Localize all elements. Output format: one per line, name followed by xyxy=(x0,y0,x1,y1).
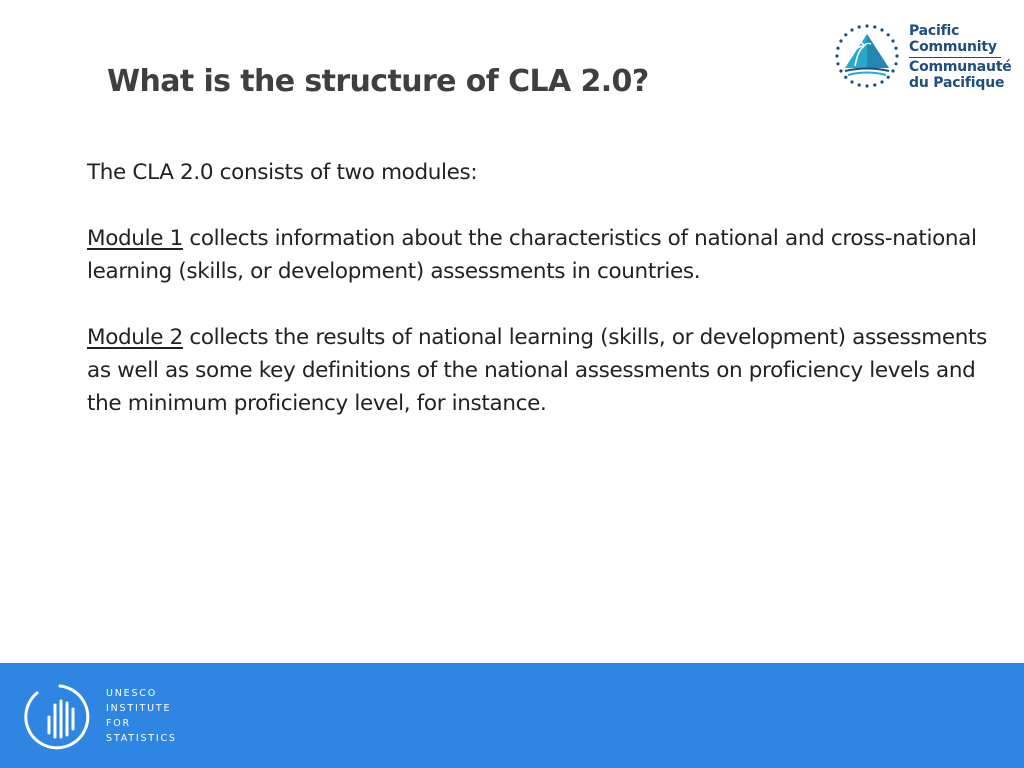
module-2-paragraph xyxy=(87,321,1012,420)
uis-text-unesco: UNESCO xyxy=(106,688,158,699)
module-1-description: collects information about the characteristics of national and cross-national learning (skills, or development) assessments in countries. xyxy=(87,226,977,284)
uis-text-for: FOR xyxy=(106,718,131,729)
module-1-link[interactable]: Module 1 xyxy=(87,226,183,251)
logo-text-pacific: Pacific xyxy=(909,23,960,39)
intro-paragraph: The CLA 2.0 consists of two modules: xyxy=(87,160,478,185)
uis-hand-icon xyxy=(20,681,92,753)
pacific-community-wordmark xyxy=(909,23,1012,91)
logo-text-du-pacifique: du Pacifique xyxy=(909,75,1005,91)
module-1-paragraph xyxy=(87,222,1012,288)
module-2-description: collects the results of national learning (skills, or development) assessments as well as some key definitions of the national assessments on proficiency levels and the minimum proficiency level, for instance. xyxy=(87,325,987,416)
module-2-link[interactable]: Module 2 xyxy=(87,325,183,350)
logo-text-community: Community xyxy=(909,39,997,55)
logo-text-communaute: Communauté xyxy=(909,59,1012,75)
pacific-community-emblem-icon xyxy=(833,22,901,90)
slide-body xyxy=(87,156,1012,453)
slide-title: What is the structure of CLA 2.0? xyxy=(107,64,649,99)
uis-text-statistics: STATISTICS xyxy=(106,733,177,744)
logo-divider xyxy=(909,57,1001,58)
uis-wordmark xyxy=(106,686,177,746)
pacific-community-logo xyxy=(833,22,1013,94)
uis-text-institute: INSTITUTE xyxy=(106,703,172,714)
footer-bar xyxy=(0,663,1024,768)
